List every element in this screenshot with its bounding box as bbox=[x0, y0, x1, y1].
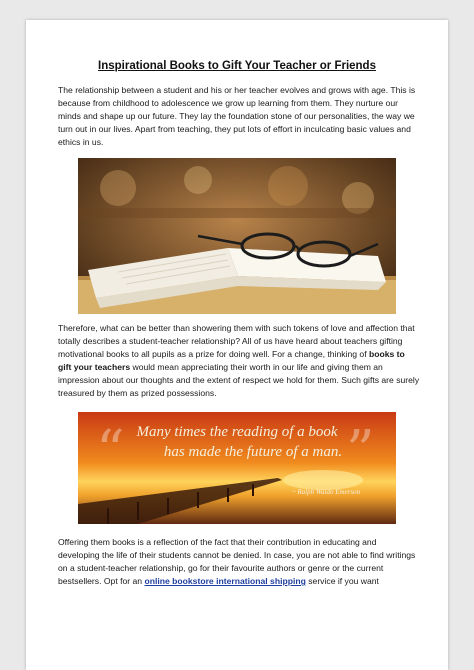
online-bookstore-link[interactable]: online bookstore international shipping bbox=[144, 576, 306, 586]
emerson-quote-image bbox=[78, 412, 396, 524]
quote-line-2: has made the future of a man. bbox=[163, 444, 343, 460]
paragraph-intro: The relationship between a student and his or her teacher evolves and grows with age. This is because from childhood to adolescence we grow up learning from them. They nurture our minds and shape up our future. They lay the foundation stone of our personalities, the way we turn out in our lives. Apart from teaching, they put lots of effort in inculcating basic values and ethics in us. bbox=[58, 85, 416, 147]
open-quote-icon: “ bbox=[96, 419, 125, 484]
document-page bbox=[26, 20, 448, 670]
quote-line-1: Many times the reading of a book bbox=[136, 424, 338, 440]
close-quote-icon: ” bbox=[346, 419, 375, 484]
quote-author: ~ Ralph Waldo Emerson bbox=[291, 488, 361, 496]
document-title: Inspirational Books to Gift Your Teacher or Friends bbox=[98, 60, 376, 72]
paragraph-offering-text-1: Offering them books is a reflection of the fact that their contribution in educating and developing the life of their students cannot be denied. In case, you are not able to find writings on a student-teacher relationship, go for their favourite authors or genre or the current bestsellers. Opt for an bbox=[58, 537, 416, 586]
paragraph-offering-books bbox=[58, 536, 420, 588]
paragraph-gift-books-text-2: would mean appreciating their worth in our life and giving them an impression about our thoughts and the extent of respect we hold for them. Such gifts are surely treasured by them as prized possessions. bbox=[58, 362, 420, 398]
paragraph-gift-books bbox=[58, 322, 420, 400]
bold-phrase-books-to-gift: books to gift your teachers bbox=[58, 349, 405, 372]
book-glasses-photo bbox=[78, 158, 396, 314]
paragraph-offering-text-2: service if you want bbox=[305, 576, 379, 586]
paragraph-gift-books-text-1: Therefore, what can be better than showering them with such tokens of love and affection that totally describes a student-teacher relationship? All of us have heard about teachers gifting motivational books to all pupils as a prize for doing well. For a change, thinking of bbox=[58, 323, 415, 359]
